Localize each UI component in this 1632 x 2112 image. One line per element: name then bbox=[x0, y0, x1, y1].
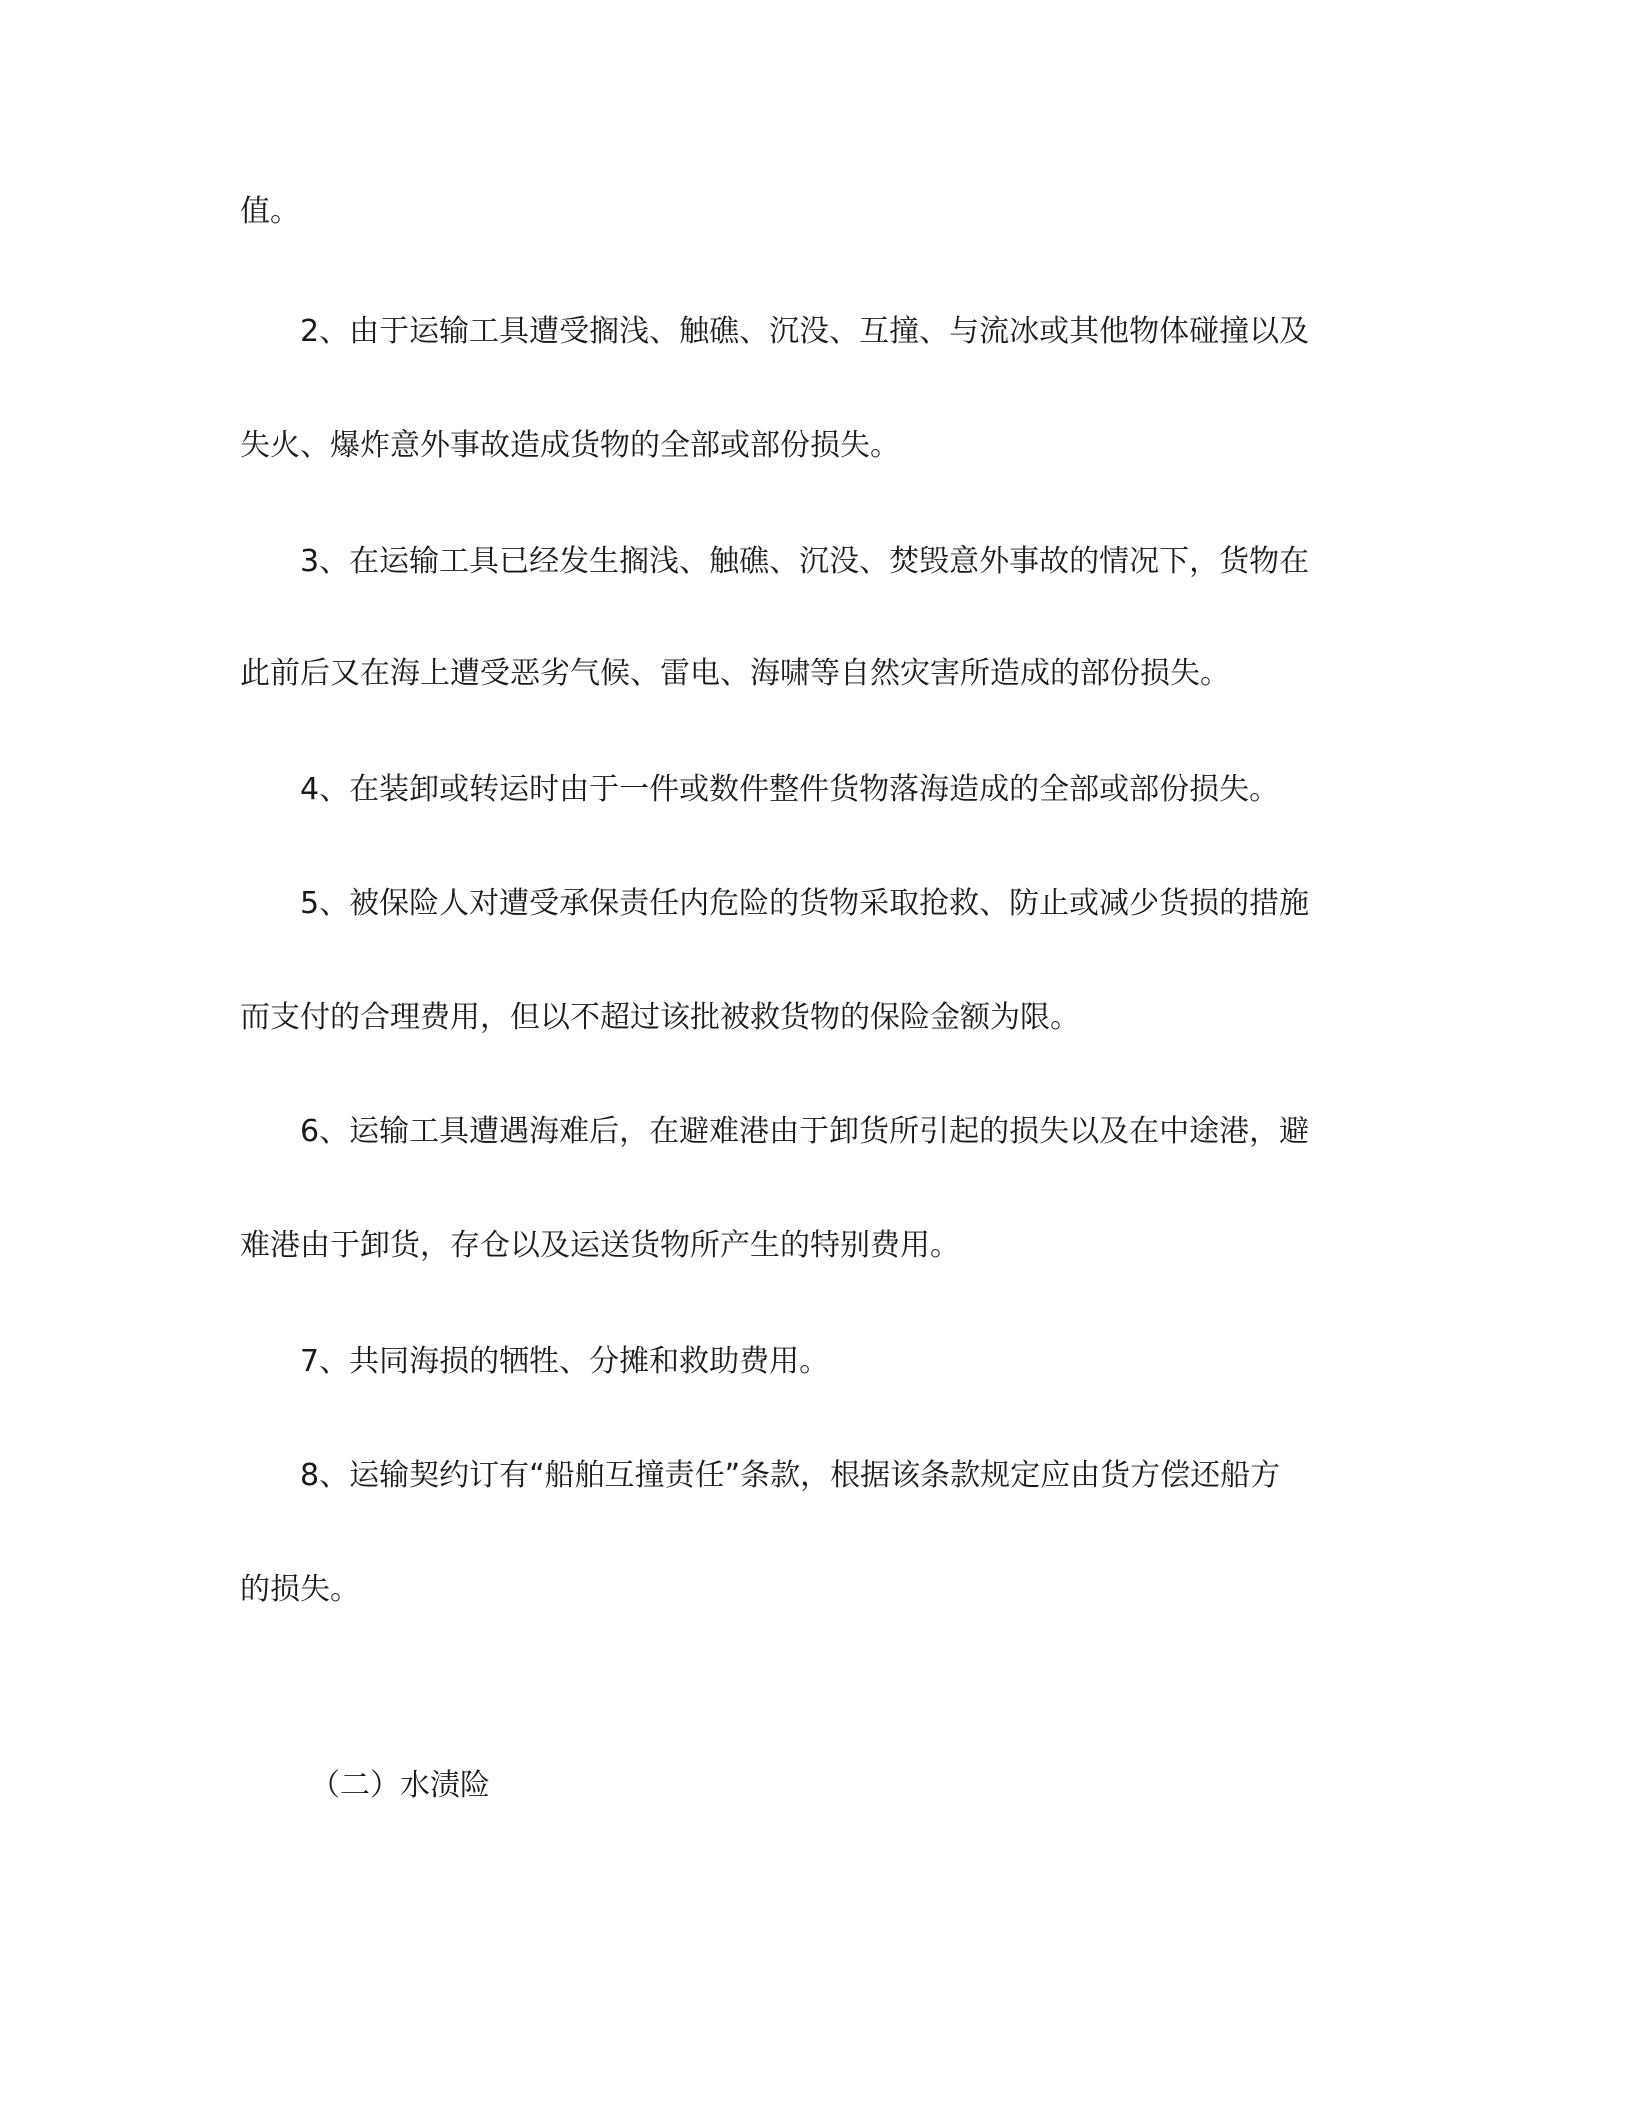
paragraph-2-line-1: 2、由于运输工具遭受搁浅、触礁、沉没、互撞、与流冰或其他物体碰撞以及 bbox=[300, 314, 1310, 349]
section-heading: （二）水渍险 bbox=[310, 1768, 490, 1803]
paragraph-2-line-2: 失火、爆炸意外事故造成货物的全部或部份损失。 bbox=[240, 428, 900, 463]
paragraph-3-line-1: 3、在运输工具已经发生搁浅、触礁、沉没、焚毁意外事故的情况下，货物在 bbox=[300, 544, 1310, 579]
paragraph-6-line-1: 6、运输工具遭遇海难后，在避难港由于卸货所引起的损失以及在中途港，避 bbox=[300, 1114, 1310, 1149]
paragraph-8-line-1: 8、运输契约订有“船舶互撞责任”条款，根据该条款规定应由货方偿还船方 bbox=[300, 1458, 1281, 1493]
paragraph-5-line-1: 5、被保险人对遭受承保责任内危险的货物采取抢救、防止或减少货损的措施 bbox=[300, 886, 1310, 921]
paragraph-5-line-2: 而支付的合理费用，但以不超过该批被救货物的保险金额为限。 bbox=[240, 1000, 1080, 1035]
paragraph-4-line-1: 4、在装卸或转运时由于一件或数件整件货物落海造成的全部或部份损失。 bbox=[300, 772, 1280, 807]
paragraph-6-line-2: 难港由于卸货，存仓以及运送货物所产生的特别费用。 bbox=[240, 1228, 960, 1263]
paragraph-8-line-2: 的损失。 bbox=[240, 1572, 360, 1607]
paragraph-3-line-2: 此前后又在海上遭受恶劣气候、雷电、海啸等自然灾害所造成的部份损失。 bbox=[240, 656, 1230, 691]
paragraph-1-line-1: 值。 bbox=[240, 194, 300, 229]
paragraph-7-line-1: 7、共同海损的牺牲、分摊和救助费用。 bbox=[300, 1344, 830, 1379]
